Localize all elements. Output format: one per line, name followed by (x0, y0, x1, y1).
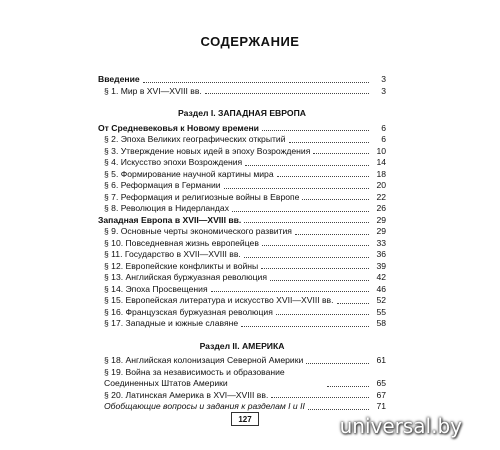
toc-entry-page: 39 (376, 260, 386, 271)
dot-leader (211, 290, 369, 292)
toc-entry-page: 29 (376, 226, 386, 236)
dot-leader (262, 129, 369, 131)
toc-entry-label: § 8. Революция в Нидерландах (104, 203, 230, 213)
toc-entry (98, 355, 386, 367)
toc-entry-page: 26 (376, 203, 386, 213)
toc-entry (98, 157, 386, 169)
toc-entry-page: 71 (376, 401, 386, 411)
toc-entry (98, 146, 386, 158)
toc-entry (98, 180, 386, 192)
toc-entry-label: § 19. Война за независимость и образование Соединенных Штатов Америки (104, 366, 285, 388)
page-number: 127 (231, 412, 259, 426)
toc-entry-page: 20 (376, 180, 386, 190)
dot-leader (271, 396, 369, 398)
toc-entry-page: 14 (376, 157, 386, 167)
toc-entry-label: § 4. Искусство эпохи Возрождения (104, 157, 243, 167)
table-of-contents (98, 74, 386, 413)
section-europe-list (98, 123, 386, 330)
toc-entry-label: § 16. Французская буржуазная революция (104, 306, 273, 317)
dot-leader (270, 279, 369, 281)
toc-entry-label: § 2. Эпоха Великих географических открытий (104, 134, 286, 144)
toc-entry-label: Введение (98, 74, 140, 84)
toc-entry (98, 215, 386, 227)
toc-entry-page: 58 (376, 318, 386, 328)
toc-entry-page: 67 (376, 389, 386, 400)
toc-entry (98, 284, 386, 296)
toc-entry (98, 249, 386, 261)
dot-leader (327, 385, 369, 387)
dot-leader (306, 362, 369, 364)
toc-entry (98, 74, 386, 86)
dot-leader (245, 164, 369, 166)
toc-entry (98, 123, 386, 135)
dot-leader (289, 141, 369, 143)
toc-entry-label: § 12. Европейские конфликты и войны (104, 260, 259, 271)
toc-entry-page: 36 (376, 249, 386, 259)
toc-entry-label: § 14. Эпоха Просвещения (104, 283, 208, 294)
dot-leader (143, 81, 369, 83)
dot-leader (277, 175, 369, 177)
toc-entry (98, 192, 386, 204)
toc-entry-page: 18 (376, 168, 386, 179)
toc-entry-page: 61 (376, 355, 386, 365)
dot-leader (244, 256, 369, 258)
toc-entry (98, 261, 386, 273)
dot-leader (295, 233, 369, 235)
section-heading-america: Раздел II. АМЕРИКА (199, 340, 285, 351)
section-heading-europe: Раздел I. ЗАПАДНАЯ ЕВРОПА (178, 108, 306, 118)
dot-leader (337, 302, 369, 304)
dot-leader (262, 244, 369, 246)
toc-entry (98, 295, 386, 307)
toc-entry-page: 33 (376, 237, 386, 248)
watermark-logo: universal.by (339, 414, 462, 438)
dot-leader (302, 198, 369, 200)
toc-entry-label: § 6. Реформация в Германии (104, 180, 221, 190)
toc-entry-page: 52 (376, 295, 386, 305)
toc-entry-label: § 20. Латинская Америка в XVI—XVIII вв. (104, 389, 269, 400)
dot-leader (261, 267, 369, 269)
toc-entry-label: § 3. Утверждение новых идей в эпоху Возрождения (104, 145, 311, 156)
toc-entry-page: 3 (381, 74, 386, 84)
toc-entry (98, 307, 386, 319)
toc-entry (98, 226, 386, 238)
dot-leader (205, 92, 369, 94)
toc-entry-label: § 17. Западные и южные славяне (104, 318, 239, 328)
toc-entry (98, 169, 386, 181)
toc-entry-label: § 9. Основные черты экономического развития (104, 226, 292, 236)
toc-entry-page: 6 (381, 134, 386, 144)
toc-entry (98, 390, 386, 402)
toc-entry-page: 29 (376, 214, 386, 225)
toc-entry (98, 134, 386, 146)
toc-entry-label: Обобщающие вопросы и задания к разделам I и II (104, 401, 305, 411)
dot-leader (313, 152, 369, 154)
toc-entry-label: Западная Европа в XVII—XVIII вв. (98, 214, 242, 225)
toc-entry (98, 272, 386, 284)
toc-entry-label: § 5. Формирование научной картины мира (104, 168, 274, 179)
toc-entry (98, 203, 386, 215)
section-america-list (98, 355, 386, 413)
dot-leader (224, 187, 369, 189)
dot-leader (244, 221, 369, 223)
toc-entry-label: § 11. Государство в XVII—XVIII вв. (104, 249, 241, 259)
toc-entry-page: 42 (376, 272, 386, 282)
page-title: СОДЕРЖАНИЕ (200, 34, 300, 49)
dot-leader (232, 210, 369, 212)
toc-entry-label: § 7. Реформация и религиозные войны в Европе (104, 191, 300, 202)
toc-entry-label: § 18. Английская колонизация Северной Америки (104, 355, 304, 365)
toc-entry (98, 367, 386, 390)
dot-leader (241, 325, 369, 327)
toc-entry (98, 401, 386, 413)
toc-entry-page: 55 (376, 306, 386, 317)
toc-entry-page: 65 (376, 378, 386, 388)
toc-entry-label: § 1. Мир в XVI—XVIII вв. (104, 85, 202, 96)
toc-entry-page: 6 (381, 122, 386, 133)
dot-leader (308, 408, 369, 410)
toc-entry-page: 3 (381, 85, 386, 96)
toc-entry (98, 318, 386, 330)
intro-list (98, 74, 386, 97)
toc-entry-page: 46 (376, 283, 386, 294)
toc-entry-label: § 15. Европейская литература и искусство XVII—XVIII вв. (104, 295, 334, 305)
toc-entry-label: § 13. Английская буржуазная революция (104, 272, 268, 282)
toc-entry (98, 238, 386, 250)
toc-entry (98, 86, 386, 98)
toc-entry-page: 10 (376, 145, 386, 156)
toc-entry-label: § 10. Повседневная жизнь европейцев (104, 237, 259, 248)
toc-entry-page: 22 (376, 191, 386, 202)
dot-leader (276, 313, 369, 315)
toc-entry-label: От Средневековья к Новому времени (98, 122, 259, 133)
